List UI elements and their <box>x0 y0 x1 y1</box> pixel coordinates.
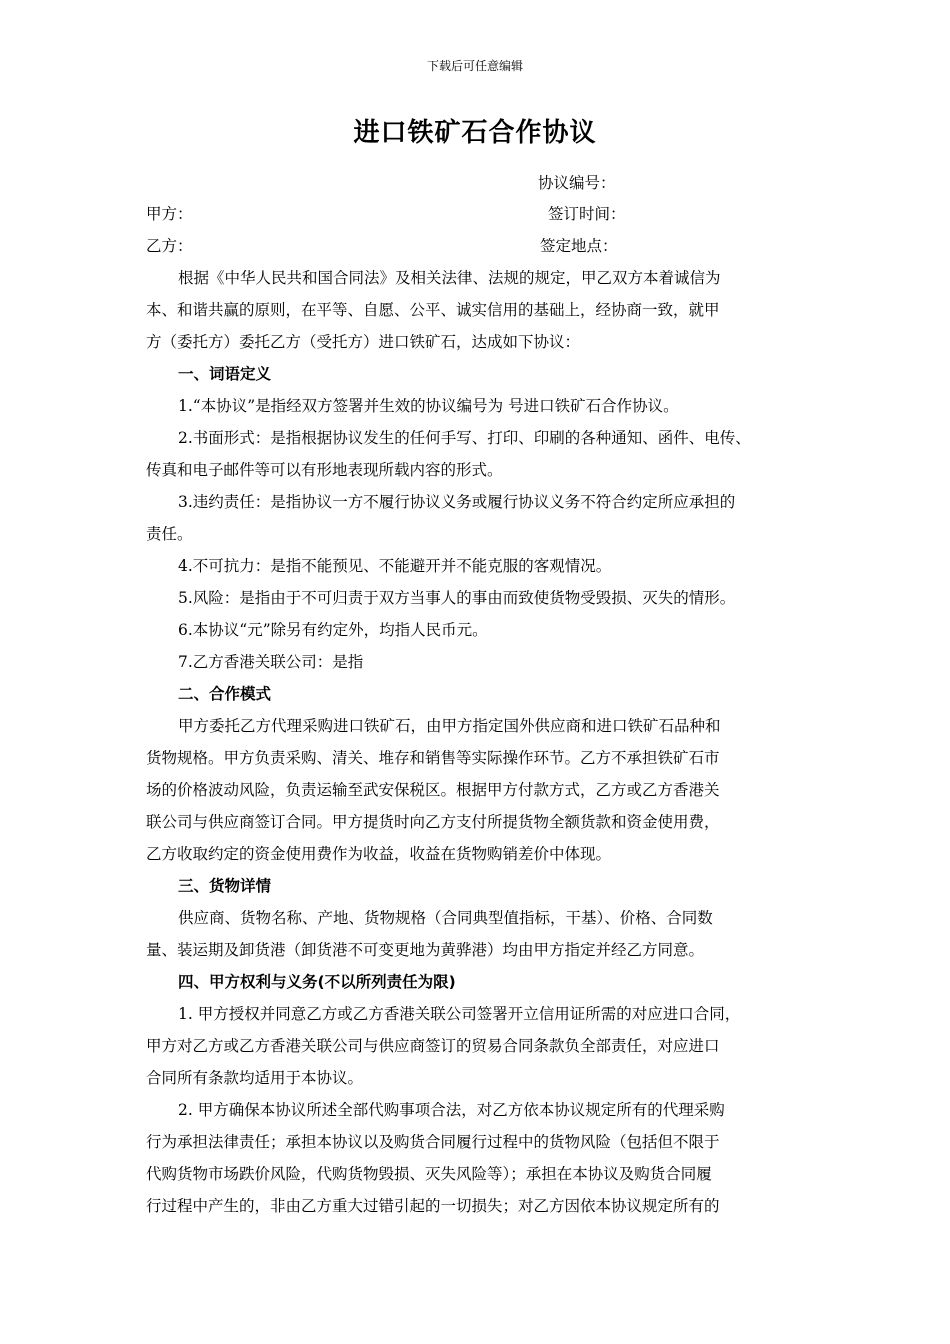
paragraph-line: 1.“本协议”是指经双方签署并生效的协议编号为 号进口铁矿石合作协议。 <box>178 397 679 415</box>
paragraph-line: 责任。 <box>146 525 193 543</box>
paragraph-line: 行过程中产生的，非由乙方重大过错引起的一切损失；对乙方因依本协议规定所有的 <box>146 1197 720 1215</box>
paragraph-line: 2. 甲方确保本协议所述全部代购事项合法，对乙方依本协议规定所有的代理采购 <box>178 1101 725 1119</box>
paragraph-line: 7.乙方香港关联公司：是指 <box>178 653 364 671</box>
section-heading: 二、合作模式 <box>178 685 272 703</box>
paragraph-line: 场的价格波动风险，负责运输至武安保税区。根据甲方付款方式，乙方或乙方香港关 <box>146 781 720 799</box>
party-a-label: 甲方： <box>146 205 193 223</box>
paragraph-line: 供应商、货物名称、产地、货物规格（合同典型值指标，干基）、价格、合同数 <box>178 909 713 927</box>
paragraph-line: 4.不可抗力：是指不能预见、不能避开并不能克服的客观情况。 <box>178 557 612 575</box>
preamble-line: 本、和谐共赢的原则，在平等、自愿、公平、诚实信用的基础上，经协商一致，就甲 <box>146 301 720 319</box>
section-heading: 一、词语定义 <box>178 365 272 383</box>
section-heading: 三、货物详情 <box>178 877 272 895</box>
paragraph-line: 甲方委托乙方代理采购进口铁矿石，由甲方指定国外供应商和进口铁矿石品种和 <box>178 717 721 735</box>
paragraph-line: 5.风险：是指由于不可归责于双方当事人的事由而致使货物受毁损、灭失的情形。 <box>178 589 736 607</box>
paragraph-line: 量、装运期及卸货港（卸货港不可变更地为黄骅港）均由甲方指定并经乙方同意。 <box>146 941 705 959</box>
paragraph-line: 联公司与供应商签订合同。甲方提货时向乙方支付所提货物全额货款和资金使用费， <box>146 813 720 831</box>
header-note: 下载后可任意编辑 <box>426 59 523 73</box>
paragraph-line: 乙方收取约定的资金使用费作为收益，收益在货物购销差价中体现。 <box>146 845 612 863</box>
agreement-number-label: 协议编号： <box>538 174 616 192</box>
paragraph-line: 6.本协议“元”除另有约定外，均指人民币元。 <box>178 621 488 639</box>
paragraph-line: 代购货物市场跌价风险，代购货物毁损、灭失风险等）；承担在本协议及购货合同履 <box>146 1165 712 1183</box>
document-title: 进口铁矿石合作协议 <box>353 118 597 148</box>
paragraph-line: 甲方对乙方或乙方香港关联公司与供应商签订的贸易合同条款负全部责任，对应进口 <box>146 1037 720 1055</box>
paragraph-line: 2.书面形式：是指根据协议发生的任何手写、打印、印刷的各种通知、函件、电传、 <box>178 429 751 447</box>
paragraph-line: 行为承担法律责任；承担本协议以及购货合同履行过程中的货物风险（包括但不限于 <box>146 1133 720 1151</box>
paragraph-line: 3.违约责任：是指协议一方不履行协议义务或履行协议义务不符合约定所应承担的 <box>178 493 736 511</box>
preamble-line: 根据《中华人民共和国合同法》及相关法律、法规的规定，甲乙双方本着诚信为 <box>178 269 721 287</box>
paragraph-line: 合同所有条款均适用于本协议。 <box>146 1069 364 1087</box>
preamble-line: 方（委托方）委托乙方（受托方）进口铁矿石，达成如下协议： <box>146 333 581 351</box>
paragraph-line: 货物规格。甲方负责采购、清关、堆存和销售等实际操作环节。乙方不承担铁矿石市 <box>146 749 720 767</box>
sign-place-label: 签定地点： <box>540 237 618 255</box>
sign-time-label: 签订时间： <box>548 205 626 223</box>
section-heading: 四、甲方权利与义务(不以所列责任为限) <box>178 973 456 991</box>
paragraph-line: 传真和电子邮件等可以有形地表现所载内容的形式。 <box>146 461 503 479</box>
paragraph-line: 1. 甲方授权并同意乙方或乙方香港关联公司签署开立信用证所需的对应进口合同， <box>178 1005 741 1023</box>
party-b-label: 乙方： <box>146 237 193 255</box>
